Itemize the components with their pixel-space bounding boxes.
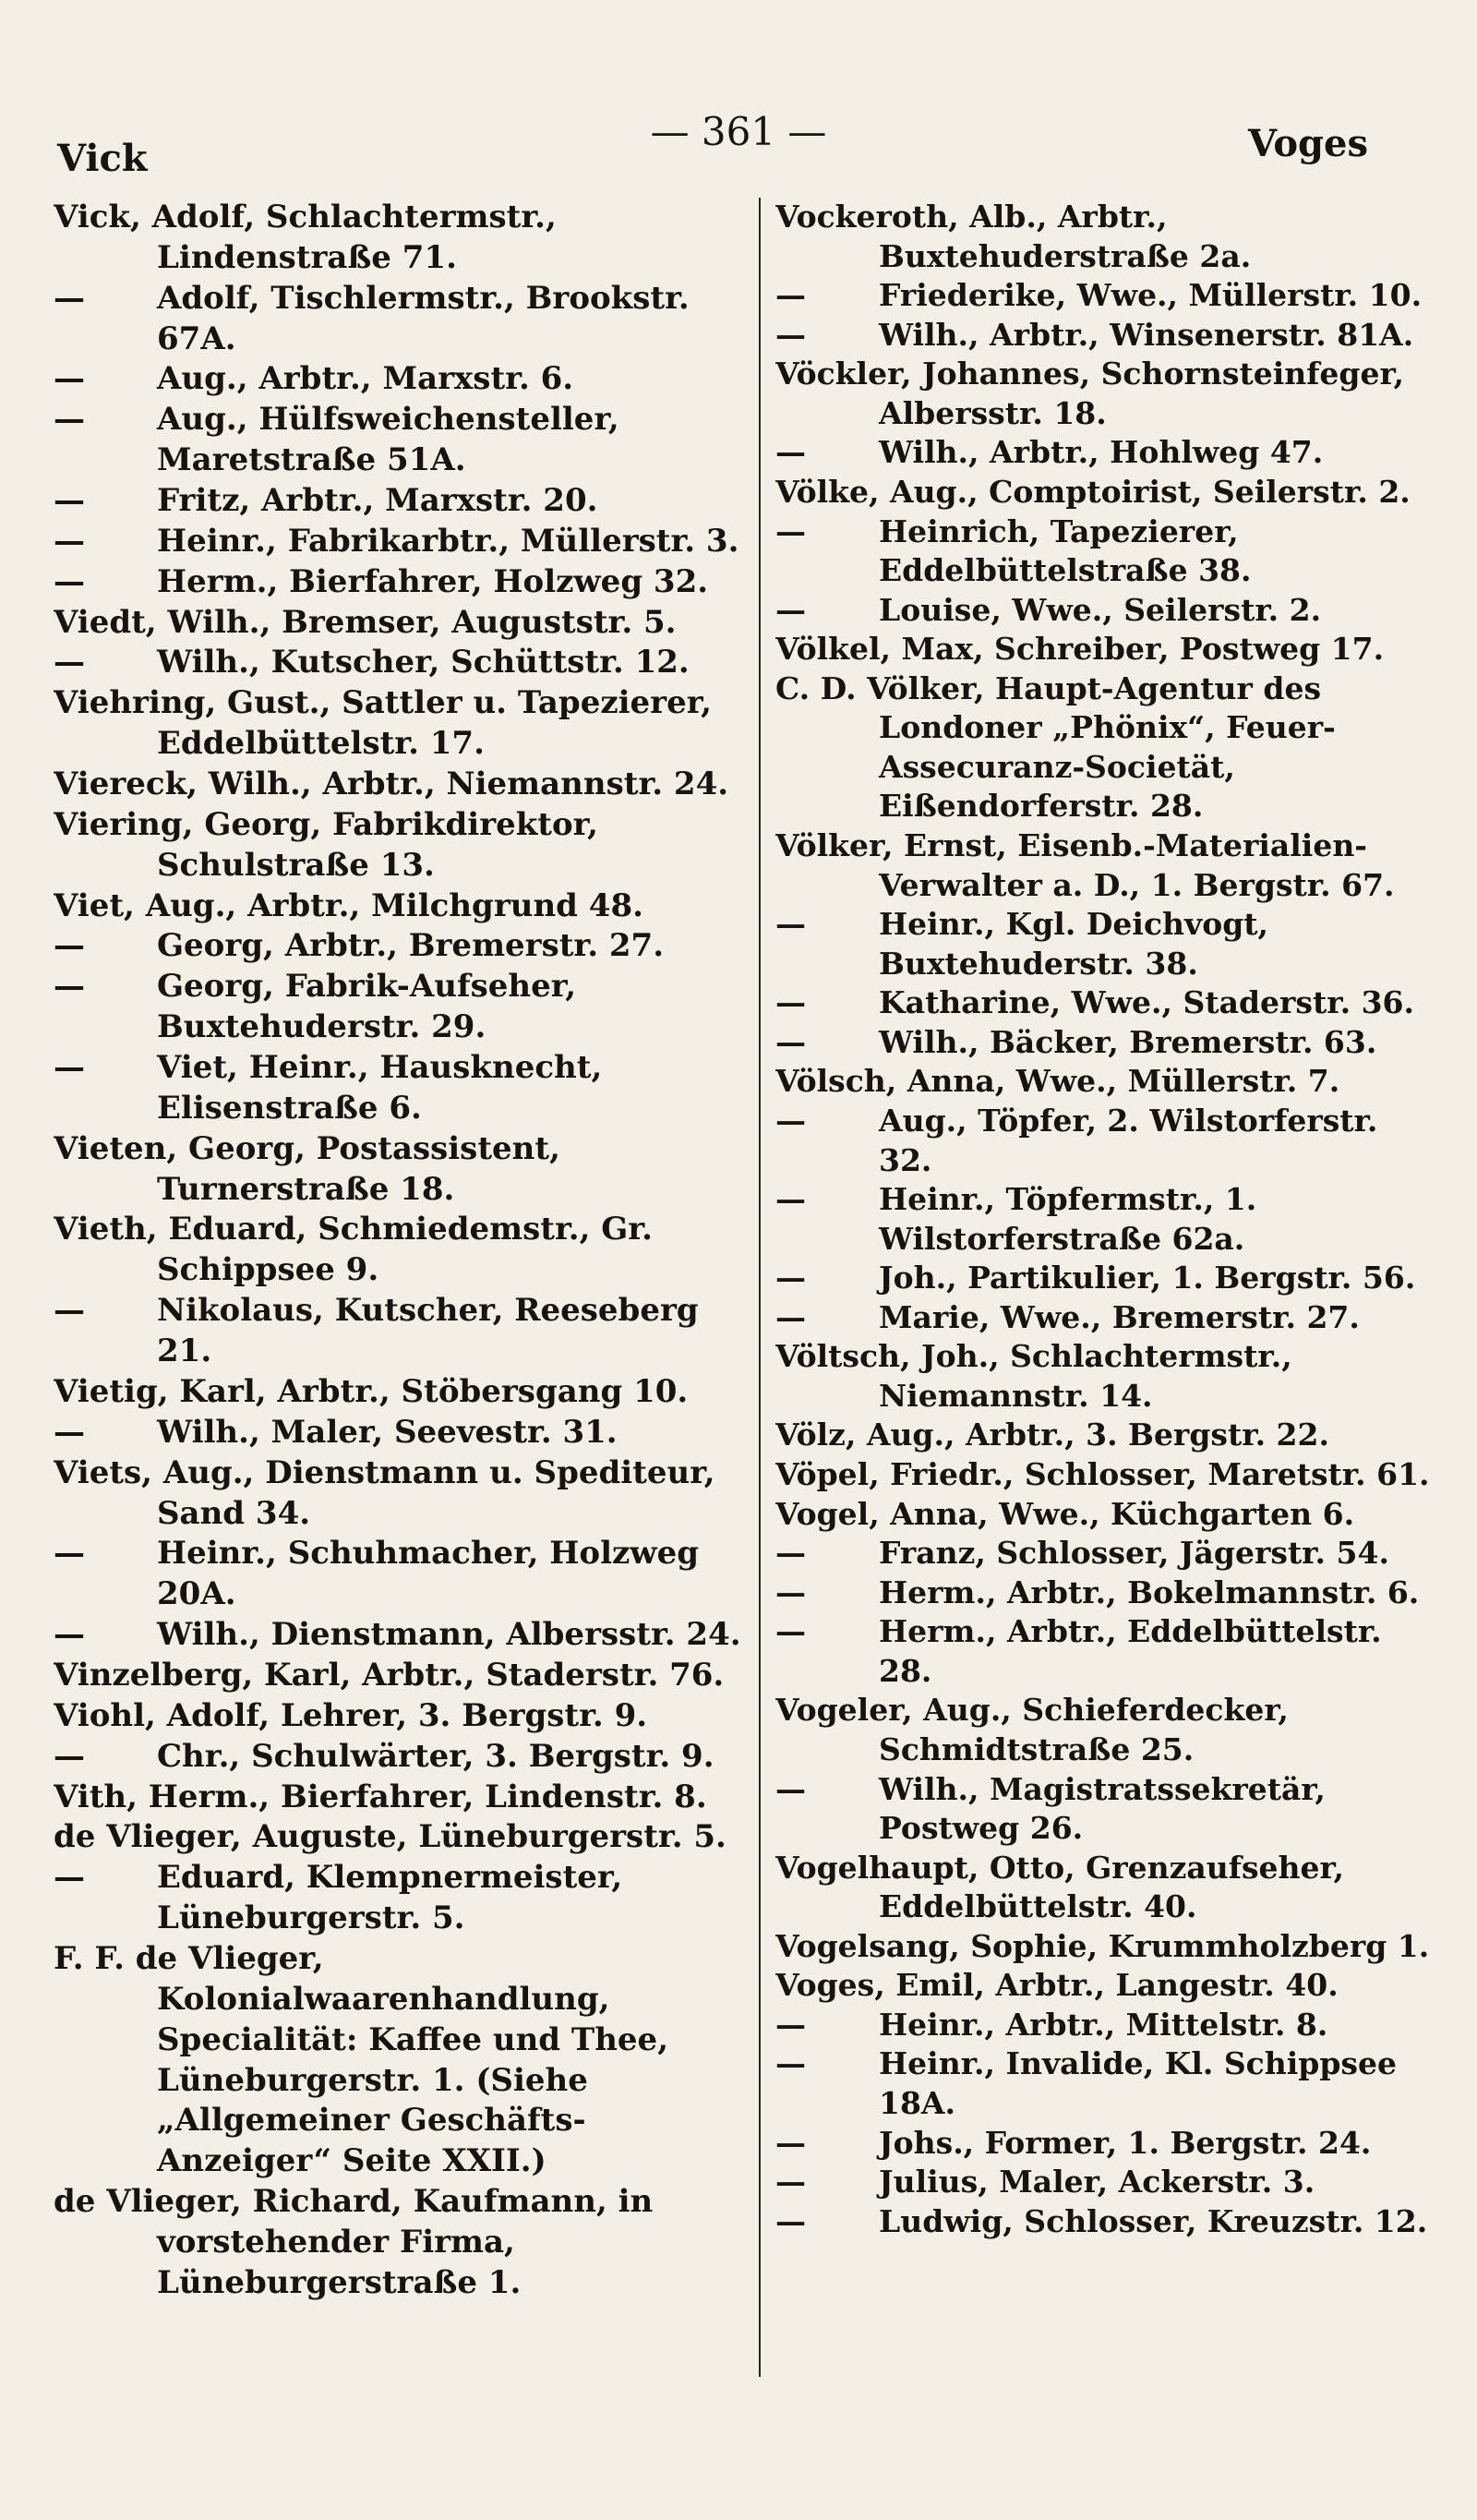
directory-entry [775, 1023, 1433, 1063]
directory-entry [775, 1966, 1433, 2006]
directory-entry [54, 481, 748, 522]
entry-text: Viet, Heinr., Hausknecht, Elisenstraße 6. [157, 1049, 603, 1127]
entry-text: Katharine, Wwe., Staderstr. 36. [879, 984, 1414, 1021]
ditto-dash: — [54, 482, 85, 520]
ditto-dash: — [775, 1535, 806, 1572]
entry-text: Vith, Herm., Bierfahrer, Lindenstr. 8. [54, 1778, 707, 1815]
entry-text: Aug., Arbtr., Marxstr. 6. [157, 360, 574, 398]
entry-text: Vogel, Anna, Wwe., Küchgarten 6. [775, 1495, 1355, 1532]
entry-text: Vinzelberg, Karl, Arbtr., Staderstr. 76. [54, 1656, 725, 1694]
ditto-dash: — [775, 2164, 806, 2200]
directory-entry [54, 967, 748, 1048]
directory-entry [54, 765, 748, 805]
directory-entry [54, 1210, 748, 1291]
directory-entry [775, 1573, 1433, 1613]
entry-text: Ludwig, Schlosser, Kreuzstr. 12. [879, 2202, 1428, 2239]
column-divider [759, 198, 761, 2377]
entry-text: Wilh., Magistratssekretär, Postweg 26. [879, 1770, 1326, 1847]
directory-entry [775, 1102, 1433, 1180]
ditto-dash: — [54, 1413, 85, 1451]
ditto-dash: — [775, 1023, 806, 1060]
directory-entry [775, 2006, 1433, 2045]
ditto-dash: — [54, 1859, 85, 1897]
directory-entry [54, 522, 748, 562]
ditto-dash: — [54, 644, 85, 681]
ditto-dash: — [775, 277, 806, 314]
entry-text: Völtsch, Joh., Schlachtermstr., Niemannstr. 14. [775, 1338, 1292, 1414]
entry-text: Heinr., Schuhmacher, Holzweg 20A. [157, 1535, 699, 1613]
entry-text: Heinr., Töpfermstr., 1. Wilstorferstraße 62a. [879, 1181, 1257, 1257]
entry-text: Vogeler, Aug., Schieferdecker, Schmidtstraße 25. [775, 1692, 1289, 1767]
entry-text: Völke, Aug., Comptoirist, Seilerstr. 2. [775, 473, 1411, 510]
entry-text: de Vlieger, Richard, Kaufmann, in vorstehender Firma, Lüneburgerstraße 1. [54, 2183, 654, 2301]
directory-entry [54, 886, 748, 927]
running-head-left: Vick [57, 137, 148, 180]
directory-entry [54, 1372, 748, 1413]
entry-text: Vieten, Georg, Postassistent, Turnerstraße 18. [54, 1129, 560, 1208]
entry-text: Wilh., Kutscher, Schüttstr. 12. [157, 644, 690, 681]
entry-text: Heinr., Invalide, Kl. Schippsee 18A. [879, 2045, 1397, 2121]
entry-text: Völker, Ernst, Eisenb.-Materialien-Verwalter a. D., 1. Bergstr. 67. [775, 827, 1395, 903]
page-number: — 361 — [650, 109, 827, 154]
directory-entry [775, 473, 1433, 512]
directory-entry [775, 276, 1433, 316]
entry-text: Herm., Arbtr., Eddelbüttelstr. 28. [879, 1613, 1382, 1689]
ditto-dash: — [775, 1181, 806, 1218]
directory-entry [54, 603, 748, 644]
entry-text: Vockeroth, Alb., Arbtr., Buxtehuderstraße 2a. [775, 199, 1252, 274]
ditto-dash: — [54, 522, 85, 560]
entry-text: Wilh., Maler, Seevestr. 31. [157, 1413, 618, 1451]
entry-text: Louise, Wwe., Seilerstr. 2. [879, 591, 1322, 628]
directory-entry [775, 2044, 1433, 2123]
ditto-dash: — [775, 1573, 806, 1610]
entry-text: Vogelhaupt, Otto, Grenzaufseher, Eddelbüttelstr. 40. [775, 1849, 1344, 1925]
entry-text: Adolf, Tischlermstr., Brookstr. 67A. [157, 279, 690, 357]
ditto-dash: — [54, 562, 85, 600]
entry-text: Nikolaus, Kutscher, Reeseberg 21. [157, 1292, 699, 1370]
running-head-right: Voges [1248, 122, 1368, 165]
entry-text: de Vlieger, Auguste, Lüneburgerstr. 5. [54, 1818, 726, 1856]
directory-entry [775, 1337, 1433, 1416]
entry-text: Wilh., Arbtr., Hohlweg 47. [879, 434, 1324, 471]
directory-entry [54, 1534, 748, 1615]
entry-text: Georg, Arbtr., Bremerstr. 27. [157, 927, 665, 965]
ditto-dash: — [775, 1770, 806, 1807]
directory-entry [54, 400, 748, 481]
ditto-dash: — [775, 1298, 806, 1335]
directory-entry [54, 198, 748, 279]
directory-entry [54, 805, 748, 886]
entry-text: Franz, Schlosser, Jägerstr. 54. [879, 1535, 1389, 1572]
directory-entry [775, 2124, 1433, 2164]
directory-entry [775, 983, 1433, 1023]
directory-entry [775, 1455, 1433, 1495]
directory-entry [54, 643, 748, 683]
directory-entry [775, 1416, 1433, 1455]
ditto-dash: — [775, 906, 806, 943]
entry-text: Joh., Partikulier, 1. Bergstr. 56. [879, 1260, 1416, 1296]
directory-entry [775, 1298, 1433, 1338]
left-column [54, 198, 748, 2304]
entry-text: Marie, Wwe., Bremerstr. 27. [879, 1298, 1360, 1335]
directory-entry [775, 2202, 1433, 2242]
entry-text: Viohl, Adolf, Lehrer, 3. Bergstr. 9. [54, 1696, 648, 1734]
directory-entry [54, 562, 748, 603]
ditto-dash: — [54, 401, 85, 439]
ditto-dash: — [775, 984, 806, 1021]
directory-entry [54, 2182, 748, 2304]
directory-entry [54, 1453, 748, 1535]
entry-text: Herm., Arbtr., Bokelmannstr. 6. [879, 1573, 1420, 1610]
ditto-dash: — [775, 1260, 806, 1296]
directory-entry [54, 1291, 748, 1372]
directory-entry [775, 198, 1433, 276]
ditto-dash: — [775, 316, 806, 353]
entry-text: Vöpel, Friedr., Schlosser, Maretstr. 61. [775, 1456, 1430, 1492]
entry-text: C. D. Völker, Haupt-Agentur des Londoner „Phönix“, Feuer-Assecuranz-Societät, Eißendorferstr. 28. [775, 669, 1336, 825]
entry-text: Voges, Emil, Arbtr., Langestr. 40. [775, 1967, 1339, 2004]
entry-text: Heinr., Kgl. Deichvogt, Buxtehuderstr. 38. [879, 906, 1269, 982]
entry-text: Friederike, Wwe., Müllerstr. 10. [879, 277, 1423, 314]
entry-text: Eduard, Klempnermeister, Lüneburgerstr. 5. [157, 1859, 623, 1937]
entry-text: Aug., Hülfsweichensteller, Maretstraße 51A. [157, 401, 619, 479]
entry-text: Johs., Former, 1. Bergstr. 24. [879, 2124, 1372, 2161]
directory-entry [54, 1129, 748, 1211]
directory-entry [54, 279, 748, 360]
ditto-dash: — [54, 968, 85, 1006]
entry-text: Wilh., Arbtr., Winsenerstr. 81A. [879, 316, 1414, 353]
entry-text: Wilh., Dienstmann, Albersstr. 24. [157, 1616, 741, 1654]
directory-entry [775, 316, 1433, 356]
directory-entry [54, 1737, 748, 1778]
entry-text: Viereck, Wilh., Arbtr., Niemannstr. 24. [54, 766, 729, 803]
entry-text: Völkel, Max, Schreiber, Postweg 17. [775, 631, 1385, 668]
entry-text: Aug., Töpfer, 2. Wilstorferstr. 32. [879, 1102, 1378, 1178]
directory-entry [775, 1770, 1433, 1849]
directory-entry [54, 1817, 748, 1858]
directory-entry [775, 1612, 1433, 1691]
directory-entry [775, 1259, 1433, 1298]
directory-entry [775, 1180, 1433, 1259]
ditto-dash: — [54, 1292, 85, 1330]
directory-entry [775, 1927, 1433, 1967]
right-column [775, 198, 1433, 2241]
directory-entry [775, 1849, 1433, 1927]
directory-entry [775, 355, 1433, 433]
entry-text: Vietig, Karl, Arbtr., Stöbersgang 10. [54, 1372, 689, 1410]
ditto-dash: — [775, 2124, 806, 2161]
entry-text: Julius, Maler, Ackerstr. 3. [879, 2164, 1315, 2200]
directory-entry [775, 512, 1433, 591]
directory-entry [775, 1534, 1433, 1573]
directory-entry [54, 1413, 748, 1453]
directory-entry [775, 591, 1433, 631]
directory-entry [775, 2163, 1433, 2202]
directory-entry [54, 1048, 748, 1129]
entry-text: Vick, Adolf, Schlachtermstr., Lindenstraße 71. [54, 199, 557, 276]
directory-entry [54, 1858, 748, 1939]
ditto-dash: — [775, 2006, 806, 2043]
directory-entry [54, 1696, 748, 1737]
entry-text: Wilh., Bäcker, Bremerstr. 63. [879, 1023, 1377, 1060]
ditto-dash: — [54, 1049, 85, 1087]
entry-text: Fritz, Arbtr., Marxstr. 20. [157, 482, 598, 520]
ditto-dash: — [54, 279, 85, 317]
directory-entry [775, 433, 1433, 473]
ditto-dash: — [54, 1535, 85, 1573]
ditto-dash: — [54, 1737, 85, 1775]
directory-entry [54, 359, 748, 400]
ditto-dash: — [775, 1613, 806, 1650]
ditto-dash: — [54, 1616, 85, 1654]
ditto-dash: — [775, 591, 806, 628]
entry-text: Heinrich, Tapezierer, Eddelbüttelstraße 38. [879, 512, 1252, 589]
directory-entry [54, 926, 748, 967]
ditto-dash: — [775, 2202, 806, 2239]
entry-text: Viehring, Gust., Sattler u. Tapezierer, Eddelbüttelstr. 17. [54, 684, 713, 763]
directory-entry [775, 669, 1433, 826]
directory-entry [775, 826, 1433, 905]
ditto-dash: — [775, 1102, 806, 1139]
entry-text: Viet, Aug., Arbtr., Milchgrund 48. [54, 886, 643, 924]
entry-text: Viets, Aug., Dienstmann u. Spediteur, Sand 34. [54, 1453, 715, 1532]
ditto-dash: — [54, 927, 85, 965]
ditto-dash: — [54, 360, 85, 398]
entry-text: Viering, Georg, Fabrikdirektor, Schulstraße 13. [54, 805, 598, 884]
entry-text: Herm., Bierfahrer, Holzweg 32. [157, 562, 709, 600]
ditto-dash: — [775, 2045, 806, 2082]
entry-text: Vöckler, Johannes, Schornsteinfeger, Albersstr. 18. [775, 356, 1404, 431]
ditto-dash: — [775, 512, 806, 549]
entry-text: Heinr., Arbtr., Mittelstr. 8. [879, 2006, 1328, 2043]
entry-text: Völz, Aug., Arbtr., 3. Bergstr. 22. [775, 1417, 1329, 1453]
directory-entry [54, 1615, 748, 1656]
directory-entry [775, 1062, 1433, 1102]
entry-text: Vieth, Eduard, Schmiedemstr., Gr. Schippsee 9. [54, 1211, 653, 1289]
entry-text: Heinr., Fabrikarbtr., Müllerstr. 3. [157, 522, 739, 560]
ditto-dash: — [775, 434, 806, 471]
directory-entry [775, 1495, 1433, 1535]
entry-text: F. F. de Vlieger, Kolonialwaarenhandlung, Specialität: Kaffee und Thee, Lüneburgerstr. 1. (Siehe „Allgemeiner Geschäfts-Anzeiger“ Seite XXII.) [54, 1939, 669, 2180]
directory-entry [54, 1656, 748, 1696]
entry-text: Völsch, Anna, Wwe., Müllerstr. 7. [775, 1063, 1340, 1100]
entry-text: Vogelsang, Sophie, Krummholzberg 1. [775, 1927, 1430, 1964]
directory-entry [54, 683, 748, 765]
directory-entry [775, 905, 1433, 983]
entry-text: Georg, Fabrik-Aufseher, Buxtehuderstr. 29. [157, 968, 577, 1046]
entry-text: Chr., Schulwärter, 3. Bergstr. 9. [157, 1737, 714, 1775]
directory-entry [54, 1939, 748, 2182]
directory-entry [775, 630, 1433, 669]
entry-text: Viedt, Wilh., Bremser, Auguststr. 5. [54, 603, 677, 641]
directory-entry [775, 1691, 1433, 1769]
directory-entry [54, 1778, 748, 1818]
